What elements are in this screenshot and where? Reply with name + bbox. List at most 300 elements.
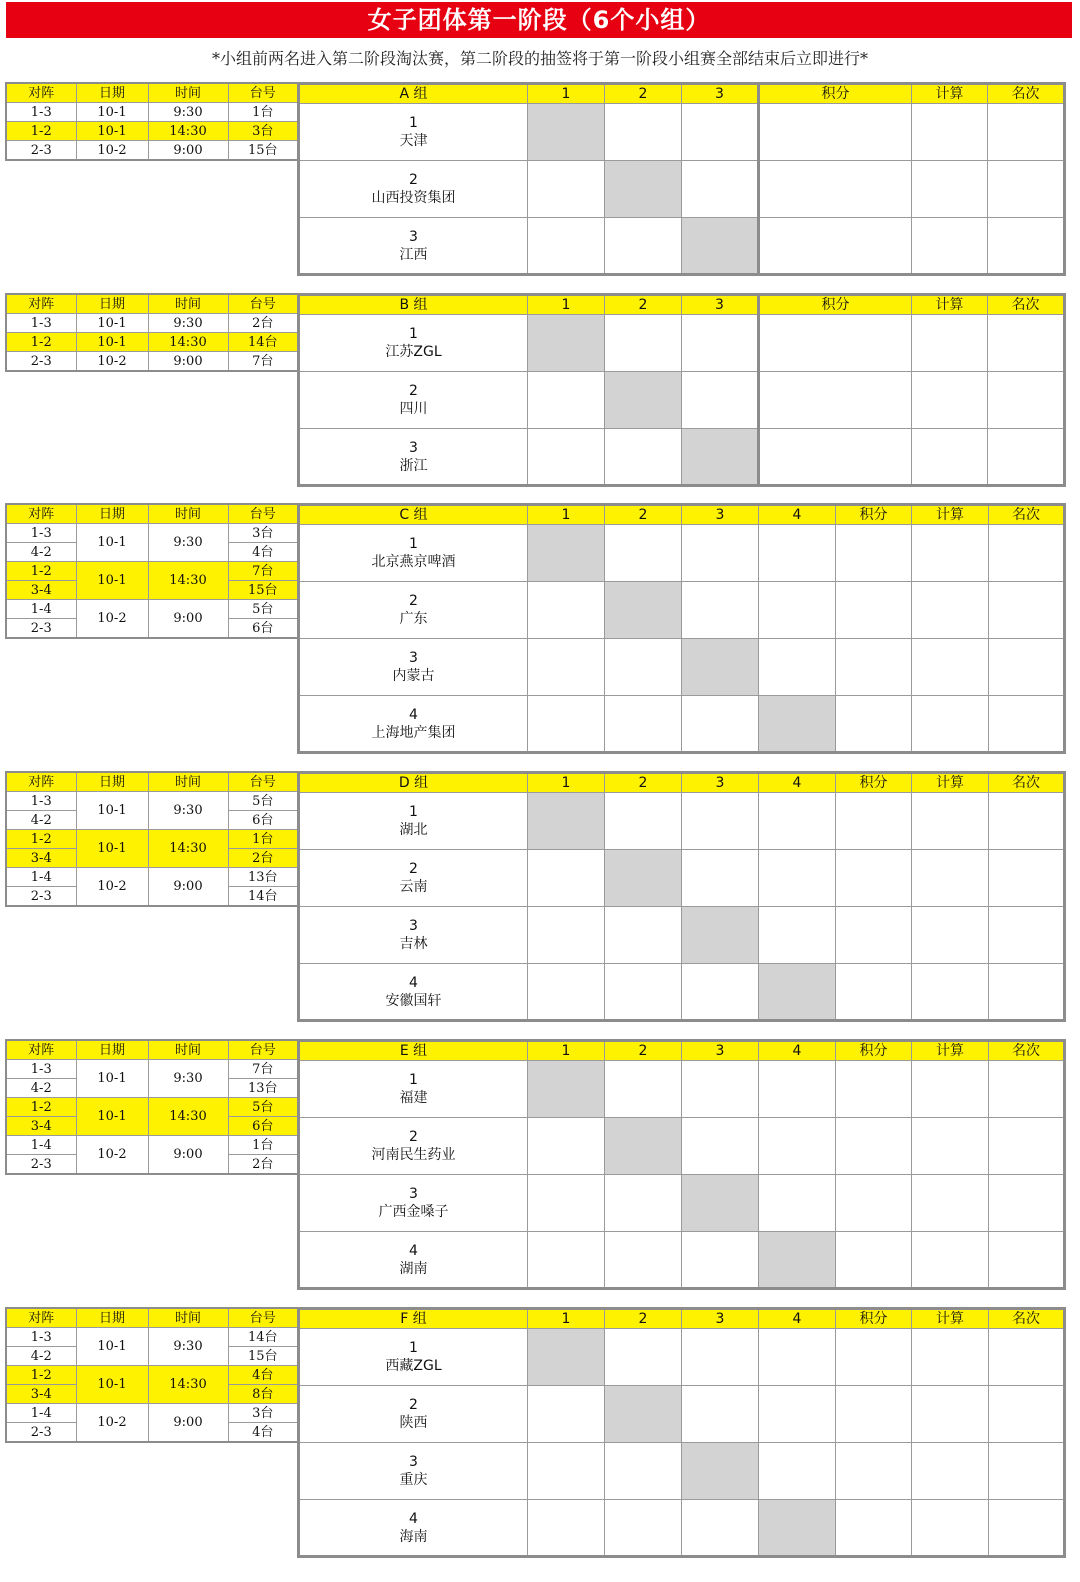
team-row — [299, 1061, 1065, 1118]
team-cell — [299, 1232, 528, 1289]
result-cell — [759, 639, 836, 696]
rank-cell — [989, 1118, 1065, 1175]
team-cell — [299, 525, 528, 582]
team-cell — [299, 1386, 528, 1443]
standings-table — [297, 1307, 1066, 1558]
group-name: A 组 — [299, 84, 528, 104]
match-cell: 2-3 — [6, 619, 76, 639]
result-cell — [605, 1329, 682, 1386]
team-row — [299, 793, 1065, 850]
schedule-header-cell: 对阵 — [6, 1308, 76, 1328]
match-cell: 1-3 — [6, 1060, 76, 1079]
result-cell — [682, 1232, 759, 1289]
group-name: B 组 — [299, 295, 528, 315]
score-cell — [836, 1061, 912, 1118]
time-cell: 9:00 — [148, 600, 228, 639]
result-cell — [528, 1118, 605, 1175]
time-cell: 9:30 — [148, 103, 228, 122]
team-name: 广西金嗓子 — [378, 1204, 449, 1220]
result-cell — [605, 639, 682, 696]
column-number: 2 — [605, 1041, 682, 1061]
diagonal-cell — [528, 793, 605, 850]
score-cell — [759, 161, 912, 218]
column-number: 2 — [605, 84, 682, 104]
table-number-cell: 6台 — [228, 811, 298, 830]
team-name: 福建 — [399, 1090, 428, 1106]
result-cell — [682, 525, 759, 582]
diagonal-cell — [605, 582, 682, 639]
score-header: 积分 — [836, 505, 912, 525]
schedule-header-cell: 台号 — [228, 1040, 298, 1060]
team-row — [299, 104, 1065, 161]
team-number: 4 — [409, 974, 418, 991]
diagonal-cell — [605, 850, 682, 907]
team-cell — [299, 964, 528, 1021]
match-cell: 3-4 — [6, 1385, 76, 1404]
schedule-header-cell: 时间 — [148, 772, 228, 792]
team-number: 3 — [409, 228, 418, 245]
match-cell: 4-2 — [6, 811, 76, 830]
calc-cell — [912, 639, 989, 696]
group-name: D 组 — [299, 773, 528, 793]
result-cell — [682, 1500, 759, 1557]
column-number: 3 — [682, 773, 759, 793]
result-cell — [528, 218, 605, 275]
rank-cell — [988, 429, 1065, 486]
date-cell: 10-1 — [76, 122, 148, 141]
date-cell: 10-1 — [76, 103, 148, 122]
schedule-header-cell: 时间 — [148, 1040, 228, 1060]
team-cell — [299, 161, 528, 218]
table-number-cell: 2台 — [228, 314, 298, 333]
result-cell — [759, 907, 836, 964]
schedule-row — [6, 141, 298, 161]
rank-cell — [989, 696, 1065, 753]
team-row — [299, 1232, 1065, 1289]
diagonal-cell — [528, 1061, 605, 1118]
rank-cell — [989, 1232, 1065, 1289]
result-cell — [528, 1386, 605, 1443]
team-cell — [299, 1500, 528, 1557]
time-cell: 9:30 — [148, 314, 228, 333]
date-cell: 10-1 — [76, 1328, 148, 1366]
match-cell: 1-4 — [6, 1404, 76, 1423]
team-name: 湖南 — [399, 1260, 428, 1277]
match-cell: 1-3 — [6, 1328, 76, 1347]
column-number: 2 — [605, 773, 682, 793]
date-cell: 10-1 — [76, 1060, 148, 1098]
table-number-cell: 15台 — [228, 581, 298, 600]
result-cell — [759, 793, 836, 850]
team-name: 陕西 — [399, 1415, 428, 1431]
result-cell — [528, 964, 605, 1021]
result-cell — [682, 1386, 759, 1443]
calc-cell — [912, 964, 989, 1021]
calc-cell — [912, 1386, 989, 1443]
calc-cell — [912, 161, 988, 218]
column-number: 2 — [605, 295, 682, 315]
result-cell — [682, 1118, 759, 1175]
score-cell — [836, 1443, 912, 1500]
date-cell: 10-1 — [76, 333, 148, 352]
table-number-cell: 6台 — [228, 1117, 298, 1136]
result-cell — [682, 964, 759, 1021]
date-cell: 10-1 — [76, 830, 148, 868]
schedule-table — [5, 1039, 299, 1175]
schedule-header-cell: 台号 — [228, 1308, 298, 1328]
calc-cell — [912, 850, 989, 907]
notice-text: *小组前两名进入第二阶段淘汰赛，第二阶段的抽签将于第一阶段小组赛全部结束后立即进行* — [211, 49, 868, 68]
match-cell: 1-3 — [6, 792, 76, 811]
score-cell — [836, 1175, 912, 1232]
result-cell — [605, 429, 682, 486]
table-number-cell: 5台 — [228, 1098, 298, 1117]
calc-cell — [912, 1500, 989, 1557]
team-number: 1 — [409, 326, 418, 342]
team-row — [299, 850, 1065, 907]
column-number: 1 — [528, 505, 605, 525]
schedule-row — [6, 1328, 298, 1347]
calc-cell — [912, 372, 988, 429]
schedule-header-cell: 台号 — [228, 772, 298, 792]
schedule-row — [6, 352, 298, 372]
table-number-cell: 8台 — [228, 1385, 298, 1404]
column-number: 3 — [682, 295, 759, 315]
score-header: 积分 — [759, 295, 912, 315]
schedule-header-cell: 对阵 — [6, 294, 76, 314]
team-cell — [299, 582, 528, 639]
column-number: 2 — [605, 1309, 682, 1329]
schedule-header-cell: 对阵 — [6, 1040, 76, 1060]
rank-header: 名次 — [989, 1041, 1065, 1061]
page-title: 女子团体第一阶段（6个小组） — [6, 2, 1072, 38]
score-cell — [836, 582, 912, 639]
table-number-cell: 3台 — [228, 524, 298, 543]
group-name: C 组 — [299, 505, 528, 525]
score-header: 积分 — [836, 1309, 912, 1329]
schedule-header-cell: 时间 — [148, 504, 228, 524]
team-name: 北京燕京啤酒 — [371, 554, 456, 570]
date-cell: 10-1 — [76, 792, 148, 830]
time-cell: 9:30 — [148, 1060, 228, 1098]
team-name: 湖北 — [399, 822, 428, 838]
column-number: 4 — [759, 1041, 836, 1061]
diagonal-cell — [759, 696, 836, 753]
table-number-cell: 13台 — [228, 868, 298, 887]
diagonal-cell — [682, 1443, 759, 1500]
result-cell — [605, 793, 682, 850]
schedule-table — [5, 503, 299, 639]
result-cell — [682, 582, 759, 639]
result-cell — [682, 1061, 759, 1118]
table-number-cell: 5台 — [228, 792, 298, 811]
schedule-row — [6, 524, 298, 543]
rank-cell — [989, 793, 1065, 850]
table-number-cell: 4台 — [228, 1423, 298, 1443]
match-cell: 4-2 — [6, 1079, 76, 1098]
schedule-header-cell: 时间 — [148, 294, 228, 314]
time-cell: 14:30 — [148, 1366, 228, 1404]
diagonal-cell — [605, 372, 682, 429]
result-cell — [605, 104, 682, 161]
rank-header: 名次 — [989, 1309, 1065, 1329]
result-cell — [605, 907, 682, 964]
match-cell: 1-4 — [6, 1136, 76, 1155]
score-header: 积分 — [836, 1041, 912, 1061]
team-name: 吉林 — [399, 936, 428, 952]
team-number: 1 — [409, 536, 418, 552]
column-number: 4 — [759, 1309, 836, 1329]
table-number-cell: 3台 — [228, 1404, 298, 1423]
table-number-cell: 13台 — [228, 1079, 298, 1098]
calc-cell — [912, 696, 989, 753]
score-cell — [836, 964, 912, 1021]
match-cell: 2-3 — [6, 887, 76, 907]
team-number: 1 — [409, 115, 418, 131]
diagonal-cell — [528, 525, 605, 582]
result-cell — [605, 696, 682, 753]
schedule-header-cell: 台号 — [228, 83, 298, 103]
team-number: 4 — [409, 1242, 418, 1259]
result-cell — [759, 1386, 836, 1443]
result-cell — [605, 1061, 682, 1118]
result-cell — [682, 793, 759, 850]
rank-cell — [989, 964, 1065, 1021]
team-row — [299, 429, 1065, 486]
time-cell: 14:30 — [148, 122, 228, 141]
standings-table — [297, 771, 1066, 1022]
calc-header: 计算 — [912, 505, 989, 525]
date-cell: 10-1 — [76, 314, 148, 333]
calc-header: 计算 — [912, 1041, 989, 1061]
match-cell: 3-4 — [6, 849, 76, 868]
time-cell: 9:30 — [148, 524, 228, 562]
team-row — [299, 1118, 1065, 1175]
column-number: 1 — [528, 1041, 605, 1061]
result-cell — [759, 582, 836, 639]
match-cell: 1-2 — [6, 830, 76, 849]
score-cell — [836, 907, 912, 964]
match-cell: 4-2 — [6, 543, 76, 562]
schedule-row — [6, 1136, 298, 1155]
table-number-cell: 15台 — [228, 1347, 298, 1366]
calc-cell — [912, 793, 989, 850]
standings-table — [297, 1039, 1066, 1290]
team-row — [299, 161, 1065, 218]
date-cell: 10-2 — [76, 141, 148, 161]
match-cell: 1-4 — [6, 600, 76, 619]
table-number-cell: 14台 — [228, 887, 298, 907]
schedule-row — [6, 830, 298, 849]
calc-cell — [912, 1118, 989, 1175]
diagonal-cell — [528, 104, 605, 161]
team-row — [299, 315, 1065, 372]
rank-cell — [989, 1386, 1065, 1443]
schedule-row — [6, 1366, 298, 1385]
result-cell — [682, 372, 759, 429]
column-number: 3 — [682, 505, 759, 525]
team-number: 2 — [409, 861, 418, 877]
team-row — [299, 218, 1065, 275]
schedule-row — [6, 792, 298, 811]
schedule-row — [6, 1060, 298, 1079]
team-cell — [299, 1061, 528, 1118]
result-cell — [759, 1443, 836, 1500]
date-cell: 10-1 — [76, 1366, 148, 1404]
team-row — [299, 907, 1065, 964]
team-name: 江苏ZGL — [385, 344, 442, 360]
score-cell — [836, 525, 912, 582]
diagonal-cell — [682, 429, 759, 486]
team-name: 四川 — [399, 401, 428, 417]
schedule-header-cell: 日期 — [76, 294, 148, 314]
schedule-row — [6, 1404, 298, 1423]
team-cell — [299, 850, 528, 907]
column-number: 1 — [528, 84, 605, 104]
calc-cell — [912, 1329, 989, 1386]
column-number: 1 — [528, 773, 605, 793]
table-number-cell: 14台 — [228, 333, 298, 352]
date-cell: 10-2 — [76, 352, 148, 372]
diagonal-cell — [605, 161, 682, 218]
diagonal-cell — [759, 1232, 836, 1289]
score-cell — [836, 696, 912, 753]
standings-table — [297, 503, 1066, 754]
score-cell — [759, 218, 912, 275]
team-cell — [299, 907, 528, 964]
group-name: E 组 — [299, 1041, 528, 1061]
result-cell — [759, 1329, 836, 1386]
rank-cell — [988, 104, 1065, 161]
rank-cell — [989, 639, 1065, 696]
team-cell — [299, 372, 528, 429]
schedule-row — [6, 333, 298, 352]
match-cell: 2-3 — [6, 1423, 76, 1443]
match-cell: 1-4 — [6, 868, 76, 887]
match-cell: 1-3 — [6, 103, 76, 122]
date-cell: 10-1 — [76, 562, 148, 600]
team-name: 江西 — [399, 246, 428, 263]
schedule-header-cell: 日期 — [76, 504, 148, 524]
team-name: 上海地产集团 — [371, 724, 456, 741]
result-cell — [528, 1232, 605, 1289]
result-cell — [605, 218, 682, 275]
rank-cell — [989, 582, 1065, 639]
result-cell — [605, 315, 682, 372]
schedule-row — [6, 600, 298, 619]
result-cell — [528, 1443, 605, 1500]
team-row — [299, 372, 1065, 429]
team-number: 1 — [409, 804, 418, 820]
team-number: 2 — [409, 593, 418, 609]
team-cell — [299, 793, 528, 850]
team-cell — [299, 1329, 528, 1386]
match-cell: 1-2 — [6, 562, 76, 581]
calc-cell — [912, 582, 989, 639]
diagonal-cell — [759, 964, 836, 1021]
match-cell: 1-2 — [6, 1098, 76, 1117]
team-cell — [299, 1118, 528, 1175]
diagonal-cell — [605, 1386, 682, 1443]
rank-cell — [989, 1500, 1065, 1557]
table-number-cell: 15台 — [228, 141, 298, 161]
result-cell — [759, 1118, 836, 1175]
date-cell: 10-2 — [76, 1136, 148, 1175]
match-cell: 1-2 — [6, 333, 76, 352]
team-cell — [299, 104, 528, 161]
team-number: 2 — [409, 1397, 418, 1413]
result-cell — [605, 1175, 682, 1232]
team-number: 1 — [409, 1072, 418, 1088]
result-cell — [759, 1061, 836, 1118]
score-cell — [759, 104, 912, 161]
team-cell — [299, 639, 528, 696]
rank-cell — [988, 315, 1065, 372]
rank-header: 名次 — [989, 773, 1065, 793]
score-header: 积分 — [759, 84, 912, 104]
result-cell — [682, 850, 759, 907]
schedule-header-cell: 时间 — [148, 83, 228, 103]
result-cell — [528, 429, 605, 486]
result-cell — [605, 1500, 682, 1557]
team-row — [299, 525, 1065, 582]
table-number-cell: 7台 — [228, 562, 298, 581]
table-number-cell: 4台 — [228, 1366, 298, 1385]
score-cell — [759, 315, 912, 372]
score-cell — [759, 429, 912, 486]
match-cell: 3-4 — [6, 581, 76, 600]
calc-header: 计算 — [912, 773, 989, 793]
team-cell — [299, 1443, 528, 1500]
column-number: 4 — [759, 773, 836, 793]
team-number: 4 — [409, 1510, 418, 1527]
schedule-header-cell: 对阵 — [6, 772, 76, 792]
schedule-header-cell: 日期 — [76, 83, 148, 103]
team-name: 西藏ZGL — [385, 1358, 442, 1374]
rank-header: 名次 — [988, 84, 1065, 104]
result-cell — [528, 850, 605, 907]
schedule-table — [5, 82, 299, 161]
team-row — [299, 639, 1065, 696]
match-cell: 2-3 — [6, 1155, 76, 1175]
result-cell — [682, 104, 759, 161]
team-cell — [299, 1175, 528, 1232]
team-row — [299, 696, 1065, 753]
table-number-cell: 7台 — [228, 1060, 298, 1079]
score-cell — [836, 850, 912, 907]
schedule-row — [6, 314, 298, 333]
time-cell: 14:30 — [148, 1098, 228, 1136]
team-number: 1 — [409, 1340, 418, 1356]
match-cell: 1-3 — [6, 314, 76, 333]
score-cell — [836, 1118, 912, 1175]
column-number: 4 — [759, 505, 836, 525]
team-name: 河南民生药业 — [371, 1147, 456, 1163]
standings-table — [297, 293, 1066, 487]
diagonal-cell — [528, 315, 605, 372]
date-cell: 10-1 — [76, 524, 148, 562]
schedule-table — [5, 293, 299, 372]
time-cell: 9:30 — [148, 792, 228, 830]
rank-header: 名次 — [988, 295, 1065, 315]
team-row — [299, 1443, 1065, 1500]
calc-cell — [912, 907, 989, 964]
column-number: 2 — [605, 505, 682, 525]
table-number-cell: 1台 — [228, 830, 298, 849]
date-cell: 10-2 — [76, 868, 148, 907]
result-cell — [759, 1175, 836, 1232]
score-header: 积分 — [836, 773, 912, 793]
